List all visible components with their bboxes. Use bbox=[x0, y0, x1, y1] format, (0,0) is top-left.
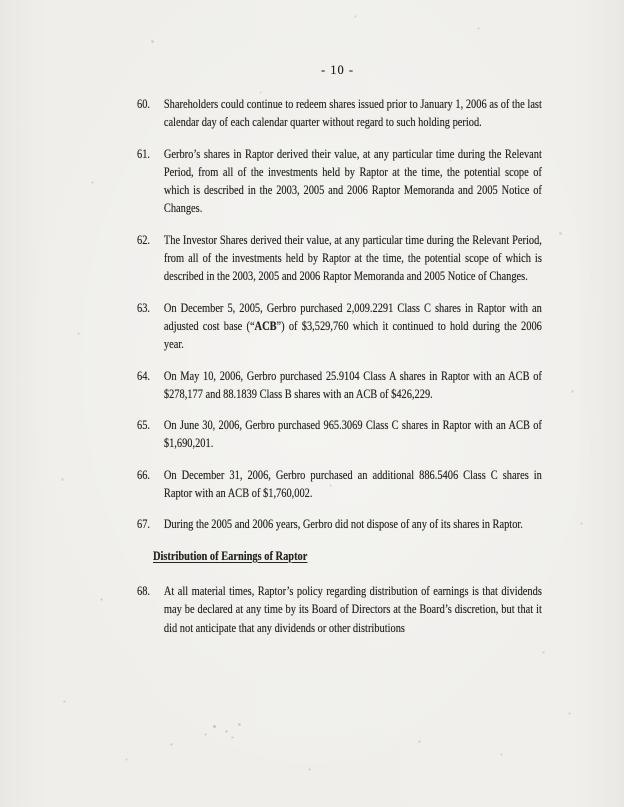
paragraph-64 bbox=[137, 367, 542, 404]
paragraph-68 bbox=[137, 582, 542, 637]
paragraph-60 bbox=[137, 95, 542, 132]
paragraph-number: 64. bbox=[137, 368, 151, 383]
paragraph-67 bbox=[137, 515, 542, 533]
paragraph-number: 60. bbox=[137, 97, 151, 111]
paragraph-65 bbox=[137, 416, 542, 453]
page-number-label: - 10 - bbox=[320, 63, 355, 77]
paragraph-text: During the 2005 and 2006 years, Gerbro did not dispose of any of its shares in Raptor. bbox=[163, 517, 523, 532]
document-body bbox=[137, 95, 542, 637]
paragraph-text: On December 31, 2006, Gerbro purchased an additional 886.5406 Class C shares in Raptor with an ACB of $1,760,002. bbox=[163, 467, 542, 501]
scan-noise-speckles bbox=[0, 0, 1, 1]
paragraph-text: On December 5, 2005, Gerbro purchased 2,009.2291 Class C shares in Raptor with an adjusted cost base (“ACB”) of $3,529,760 which it continued to hold during the 2006 year. bbox=[163, 300, 542, 352]
paragraph-number: 66. bbox=[137, 467, 151, 482]
paragraph-text: Gerbro’s shares in Raptor derived their value, at any particular time during the Relevant Period, from all of the investments held by Raptor at the time, the potential scope of which is described in the 2003, 2005 and 2006 Raptor Memoranda and 2005 Notice of Changes. bbox=[163, 146, 542, 216]
paragraph-text: On June 30, 2006, Gerbro purchased 965.3069 Class C shares in Raptor with an ACB of $1,690,201. bbox=[163, 418, 542, 451]
paragraph-number: 63. bbox=[137, 300, 151, 315]
paragraph-text: At all material times, Raptor’s policy regarding distribution of earnings is that dividends may be declared at any time by its Board of Directors at the Board’s discretion, but that it did not anticipate that any dividends or other distributions bbox=[163, 583, 542, 635]
paragraph-number: 68. bbox=[137, 583, 151, 598]
paragraph-text: The Investor Shares derived their value, at any particular time during the Relevant Period, from all of the investments held by Raptor at the time, the potential scope of which is described in the 2003, 2005 and 2006 Raptor Memoranda and 2005 Notice of Changes. bbox=[163, 232, 542, 284]
paragraph-text: Shareholders could continue to redeem shares issued prior to January 1, 2006 as of the last calendar day of each calendar quarter without regard to such holding period. bbox=[163, 97, 542, 130]
paragraph-number: 67. bbox=[137, 517, 151, 532]
section-heading: Distribution of Earnings of Raptor bbox=[152, 548, 308, 563]
paragraph-text: On May 10, 2006, Gerbro purchased 25.9104 Class A shares in Raptor with an ACB of $278,177 and 88.1839 Class B shares with an ACB of $426,229. bbox=[163, 368, 542, 401]
paragraph-66 bbox=[137, 466, 542, 503]
paragraph-number: 62. bbox=[137, 232, 151, 247]
paragraph-62 bbox=[137, 231, 542, 286]
paragraph-number: 61. bbox=[137, 146, 151, 161]
paragraph-number: 65. bbox=[137, 418, 151, 433]
paragraph-63 bbox=[137, 299, 542, 354]
paragraph-61 bbox=[137, 145, 542, 218]
